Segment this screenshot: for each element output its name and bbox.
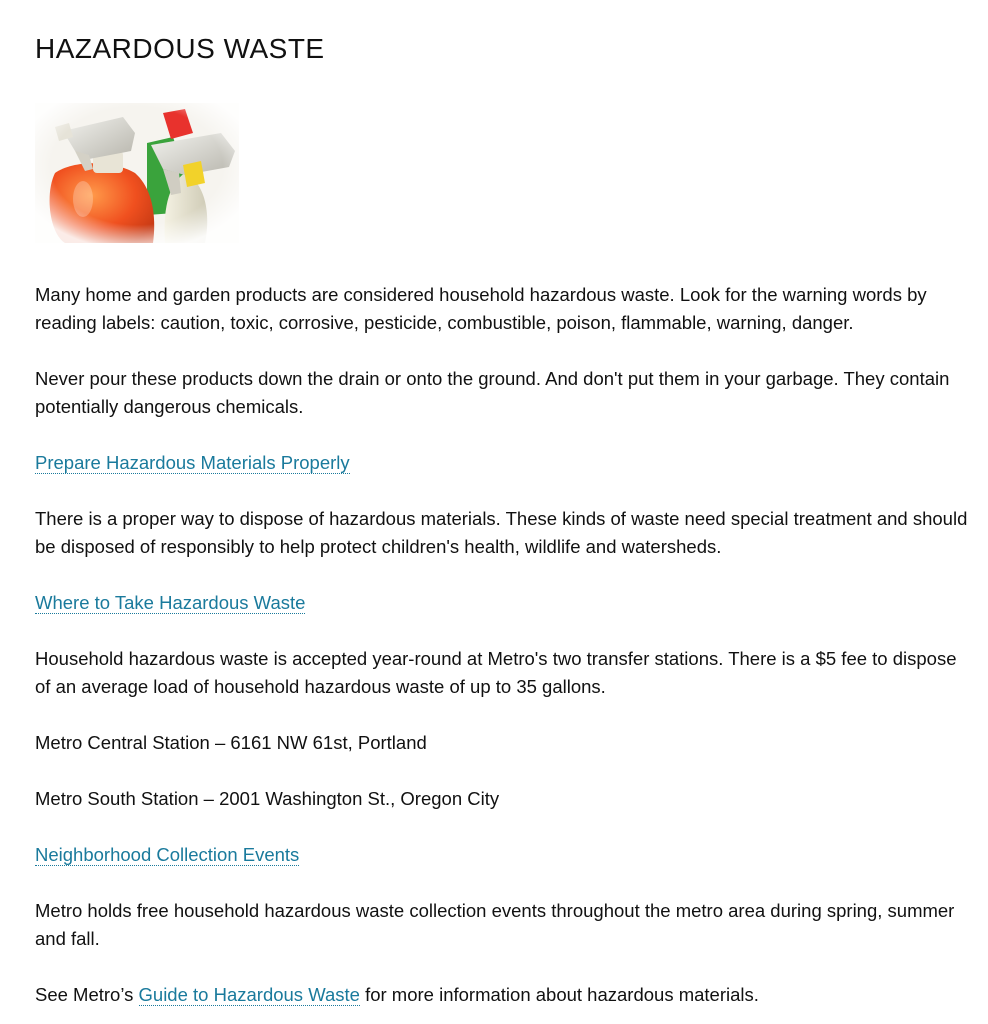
page-title: HAZARDOUS WASTE bbox=[35, 33, 325, 64]
prepare-link-row bbox=[35, 449, 968, 477]
proper-way-paragraph: There is a proper way to dispose of hazardous materials. These kinds of waste need special treatment and should be disposed of responsibly to help protect children's health, wildlife and watersheds. bbox=[35, 508, 968, 557]
where-to-take-hazardous-waste-link[interactable]: Where to Take Hazardous Waste bbox=[35, 592, 306, 613]
accepted-paragraph: Household hazardous waste is accepted year-round at Metro's two transfer stations. There is a $5 fee to dispose of an average load of household hazardous waste of up to 35 gallons. bbox=[35, 648, 957, 697]
see-guide-paragraph bbox=[35, 981, 968, 1009]
never-pour-paragraph: Never pour these products down the drain or onto the ground. And don't put them in your garbage. They contain potentially dangerous chemicals. bbox=[35, 368, 950, 417]
events-link-row bbox=[35, 841, 968, 869]
prepare-hazardous-materials-link[interactable]: Prepare Hazardous Materials Properly bbox=[35, 452, 350, 473]
cleaning-bottles-image bbox=[35, 103, 239, 243]
south-station-address: Metro South Station – 2001 Washington St., Oregon City bbox=[35, 788, 500, 809]
events-paragraph: Metro holds free household hazardous waste collection events throughout the metro area during spring, summer and fall. bbox=[35, 900, 955, 949]
guide-to-hazardous-waste-link[interactable]: Guide to Hazardous Waste bbox=[138, 984, 360, 1005]
where-link-row bbox=[35, 589, 968, 617]
central-station-address: Metro Central Station – 6161 NW 61st, Portland bbox=[35, 732, 427, 753]
intro-paragraph: Many home and garden products are considered household hazardous waste. Look for the warning words by reading labels: caution, toxic, corrosive, pesticide, combustible, poison, flammable, warning, danger. bbox=[35, 284, 927, 333]
neighborhood-collection-events-link[interactable]: Neighborhood Collection Events bbox=[35, 844, 300, 865]
main-content bbox=[35, 281, 968, 1009]
see-guide-prefix: See Metro’s bbox=[35, 984, 139, 1005]
see-guide-suffix: for more information about hazardous materials. bbox=[359, 984, 759, 1005]
